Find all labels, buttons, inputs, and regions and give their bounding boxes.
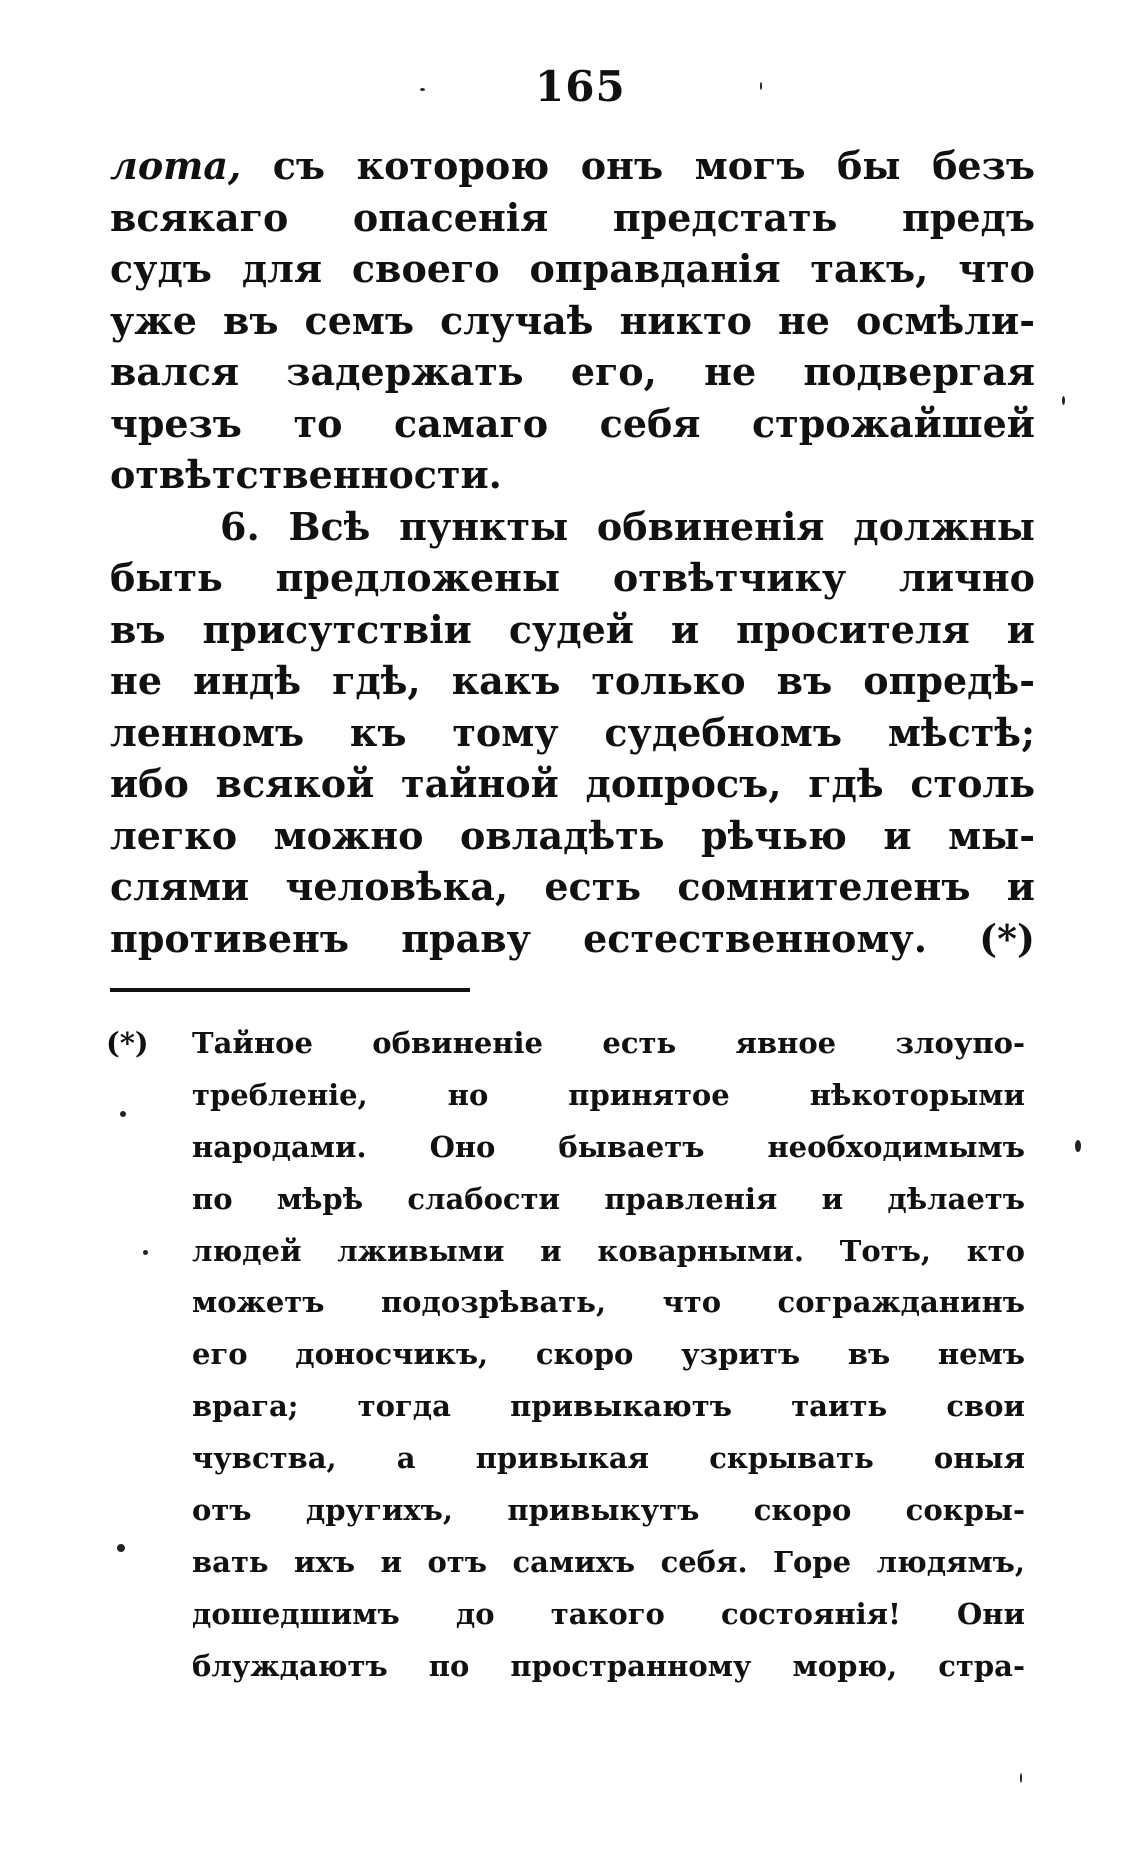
text-line: противенъ праву естественному. (*) [110,915,1035,961]
footnote-line: врага; тогда привыкаютъ таить свои [192,1389,1025,1424]
scan-speck [1062,396,1065,405]
main-text-block [110,140,1035,964]
text-line: слями человѣка, есть сомнителенъ и [110,864,1035,909]
page-number: 165 [535,62,626,111]
text-line [110,140,1035,192]
footnote-line: по мѣрѣ слабости правленія и дѣлаетъ [192,1181,1025,1216]
footnote-text-block [192,1023,1025,1698]
text-line: чрезъ то самаго себя строжайшей [110,400,1035,446]
footnote-line: требленіе, но принятое нѣкоторыми [192,1077,1025,1112]
footnote-line: его доносчикъ, скоро узритъ въ немъ [192,1337,1025,1372]
text-fragment: съ которою онъ могъ бы безъ [241,143,1035,188]
text-line: вался задержать его, не подвергая [110,349,1035,394]
text-line: судъ для своего оправданія такъ, что [110,246,1035,291]
scan-speck [120,1111,126,1117]
text-fragment-italic: лота, [110,143,242,188]
footnote-divider [110,988,470,992]
footnote-line: отъ другихъ, привыкутъ скоро сокры- [192,1493,1025,1528]
footnote-line: народами. Оно бываетъ необходимымъ [192,1129,1025,1164]
text-line: уже въ семъ случаѣ никто не осмѣли- [110,297,1035,343]
footnote-line: вать ихъ и отъ самихъ себя. Горе людямъ, [192,1544,1025,1579]
text-line: не индѣ гдѣ, какъ только въ опредѣ- [110,658,1035,703]
text-line: въ присутствіи судей и просителя и [110,606,1035,652]
text-line: ленномъ къ тому судебномъ мѣстѣ; [110,709,1035,755]
footnote-line: Тайное обвиненіе есть явное злоупо- [192,1026,1025,1060]
text-line: легко можно овладѣть рѣчью и мы- [110,812,1035,858]
scan-speck [143,1250,148,1255]
footnote-line: людей лживыми и коварными. Тотъ, кто [192,1233,1025,1268]
scan-speck [420,88,425,91]
scan-speck [760,82,762,90]
scan-speck [117,1544,125,1552]
text-line: всякаго опасенія предстать предъ [110,194,1035,240]
footnote-marker: (*) [106,1026,149,1060]
scan-speck [1020,1773,1022,1783]
footnote-line: можетъ подозрѣвать, что согражданинъ [192,1285,1025,1320]
footnote-line: дошедшимъ до такого состоянія! Они [192,1596,1025,1631]
text-line: ибо всякой тайной допросъ, гдѣ столь [110,761,1035,806]
paragraph-start-line: 6. Всѣ пункты обвиненія должны [220,503,1035,549]
footnote-line: чувства, а привыкая скрывать оныя [192,1441,1025,1476]
text-line: быть предложены отвѣтчику лично [110,555,1035,600]
text-line: отвѣтственности. [110,452,502,497]
footnote-line: блуждаютъ по пространному морю, стра- [192,1648,1025,1683]
scan-speck [1075,1140,1081,1152]
